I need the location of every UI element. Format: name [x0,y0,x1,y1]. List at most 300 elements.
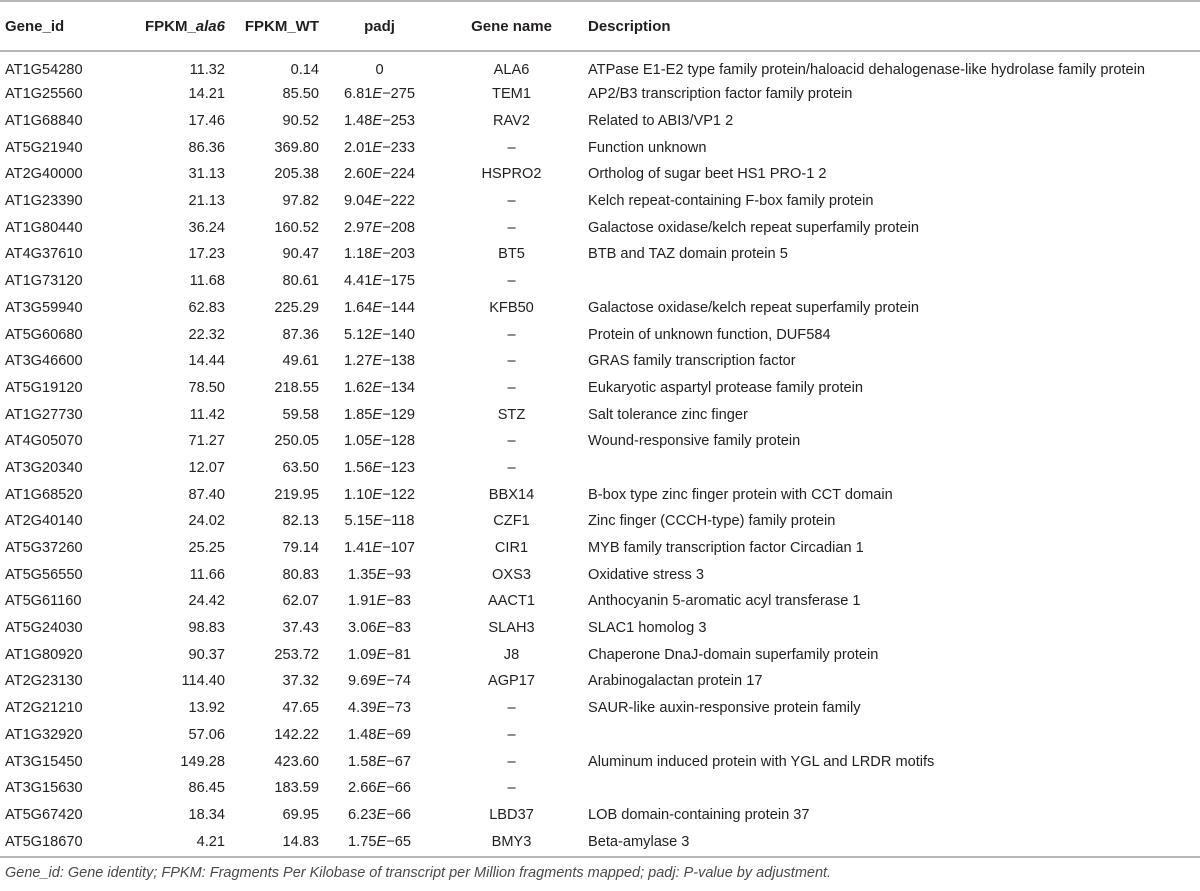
cell-gene-name: BT5 [498,246,525,263]
cell-description [583,455,1200,482]
padj-exponent: −134 [382,379,415,396]
cell-description: Wound-responsive family protein [588,433,801,450]
cell-fpkm-ala6: 14.21 [188,86,225,103]
cell-padj [319,508,440,535]
cell-description: Beta-amylase 3 [583,828,1200,857]
cell-fpkm-ala6: 11.32 [189,61,225,78]
header-fpkm-ala6 [110,1,225,51]
cell-fpkm-wt: 142.22 [274,726,319,743]
table-row [0,214,1200,241]
header-fpkm-wt: FPKM_WT [225,1,319,51]
cell-description: BTB and TAZ domain protein 5 [588,246,788,263]
cell-fpkm-ala6: 11.66 [189,566,225,583]
padj-exponent: −233 [382,139,415,156]
padj-exponent: −73 [386,700,411,717]
header-description: Description [583,1,1200,51]
cell-fpkm-ala6: 36.24 [188,219,225,236]
padj-exponent: −74 [386,673,411,690]
padj-e-symbol: E [372,299,383,316]
cell-gene-name: – [507,459,516,476]
cell-padj [319,722,440,749]
cell-description: Function unknown [588,139,707,156]
cell-padj [319,348,440,375]
table-header [0,1,1200,51]
padj-mantissa: 1.56 [343,459,373,476]
padj-e-symbol: E [372,246,383,263]
padj-exponent: −118 [382,513,415,530]
cell-fpkm-ala6: 21.13 [188,193,225,210]
cell-fpkm-ala6: 11.68 [189,273,225,290]
cell-gene-id: AT5G61160 [5,593,82,610]
cell-padj [319,268,440,295]
cell-padj [319,455,440,482]
cell-padj [319,428,440,455]
padj-mantissa: 0 [375,61,384,78]
cell-gene-id: AT2G40000 [5,166,83,183]
cell-padj [319,481,440,508]
cell-fpkm-ala6: 17.23 [188,246,225,263]
cell-description [583,268,1200,295]
table-row [0,775,1200,802]
padj-e-symbol: E [376,673,387,690]
padj-e-symbol: E [376,806,387,823]
cell-gene-name: STZ [497,406,526,423]
cell-fpkm-wt: 369.80 [274,139,319,156]
padj-mantissa: 1.75 [348,834,377,851]
padj-exponent: −144 [382,299,415,316]
cell-fpkm-wt: 37.32 [282,673,319,690]
cell-description: SLAC1 homolog 3 [588,620,707,637]
header-fpkm-ala6-prefix: FPKM_ [144,17,196,35]
padj-exponent: −140 [382,326,415,343]
padj-e-symbol: E [376,620,387,637]
padj-exponent: −275 [382,86,415,103]
cell-gene-name: BMY3 [440,828,583,857]
cell-fpkm-wt: 37.43 [282,620,319,637]
cell-description: Oxidative stress 3 [588,566,704,583]
cell-fpkm-ala6: 86.45 [188,780,225,797]
padj-exponent: −122 [382,486,415,503]
cell-padj [319,81,440,108]
cell-fpkm-wt: 62.07 [282,593,319,610]
cell-gene-id: AT5G21940 [5,139,83,156]
cell-gene-name: J8 [503,646,520,663]
padj-mantissa: 1.48 [348,726,377,743]
cell-fpkm-wt: 49.61 [282,353,319,370]
cell-fpkm-ala6: 114.40 [181,673,225,690]
cell-gene-name: – [507,219,516,236]
cell-gene-name: – [507,353,516,370]
table-footnote: Gene_id: Gene identity; FPKM: Fragments Per Kilobase of transcript per Million fragments mapped; padj: P-value by adjustment. [5,865,832,881]
padj-e-symbol: E [372,433,383,450]
cell-gene-name: AACT1 [487,593,536,610]
cell-fpkm-wt: 69.95 [282,806,319,823]
cell-padj [319,561,440,588]
table-row [0,295,1200,322]
padj-e-symbol: E [372,486,383,503]
cell-gene-id: AT5G19120 [5,379,83,396]
padj-mantissa: 3.06 [348,620,377,637]
padj-mantissa: 1.27 [343,353,373,370]
cell-fpkm-ala6: 31.13 [188,166,225,183]
cell-gene-name: – [507,726,516,743]
cell-description: Zinc finger (CCCH-type) family protein [588,513,836,530]
cell-fpkm-wt: 14.83 [225,828,319,857]
cell-gene-id: AT3G46600 [5,353,83,370]
padj-e-symbol: E [372,379,383,396]
cell-gene-name: BBX14 [488,486,535,503]
cell-fpkm-ala6: 149.28 [180,753,225,770]
padj-e-symbol: E [372,166,383,183]
padj-e-symbol: E [372,540,383,557]
padj-e-symbol: E [372,459,383,476]
cell-description: ATPase E1-E2 type family protein/haloacid dehalogenase-like hydrolase family protein [588,61,1146,78]
padj-exponent: −175 [382,273,415,290]
cell-fpkm-wt: 90.52 [282,113,319,130]
cell-gene-name: – [507,193,516,210]
padj-mantissa: 2.66 [348,780,377,797]
cell-padj [319,188,440,215]
padj-exponent: −224 [382,166,415,183]
cell-fpkm-wt: 80.83 [282,566,319,583]
cell-description: Related to ABI3/VP1 2 [588,113,734,130]
table-row [0,375,1200,402]
cell-fpkm-wt: 63.50 [282,459,319,476]
cell-gene-id: AT2G23130 [5,673,83,690]
cell-gene-id: AT5G37260 [5,540,83,557]
cell-gene-id: AT3G20340 [5,459,83,476]
cell-gene-name: – [507,379,516,396]
table-row [0,668,1200,695]
padj-mantissa: 1.09 [348,646,377,663]
cell-fpkm-ala6: 71.27 [188,433,225,450]
table-row [0,748,1200,775]
padj-mantissa: 1.64 [343,299,373,316]
padj-mantissa: 1.62 [343,379,373,396]
cell-padj [319,615,440,642]
cell-fpkm-ala6: 57.06 [188,726,225,743]
cell-padj [319,641,440,668]
cell-description: Kelch repeat-containing F-box family protein [588,193,874,210]
cell-description: AP2/B3 transcription factor family protein [588,86,853,103]
cell-gene-name: RAV2 [492,113,531,130]
cell-fpkm-ala6: 18.34 [188,806,225,823]
table-row [0,161,1200,188]
cell-fpkm-ala6: 14.44 [188,353,225,370]
cell-description: Ortholog of sugar beet HS1 PRO-1 2 [588,166,827,183]
padj-e-symbol: E [372,219,383,236]
table-row [0,268,1200,295]
table-row [0,81,1200,108]
cell-gene-id: AT1G32920 [5,726,83,743]
cell-gene-id: AT3G59940 [5,299,83,316]
header-gene-name: Gene name [440,1,583,51]
cell-fpkm-ala6: 25.25 [188,540,225,557]
padj-exponent: −123 [382,459,415,476]
padj-e-symbol: E [372,353,383,370]
cell-fpkm-ala6: 12.07 [188,459,225,476]
cell-description: Salt tolerance zinc finger [588,406,748,423]
padj-mantissa: 4.41 [343,273,373,290]
cell-gene-id: AT1G27730 [5,406,83,423]
padj-e-symbol: E [372,273,383,290]
cell-gene-name: HSPRO2 [481,166,542,183]
cell-fpkm-wt: 97.82 [282,193,319,210]
cell-fpkm-ala6: 87.40 [188,486,225,503]
cell-padj [319,828,440,857]
cell-gene-id: AT2G21210 [5,700,83,717]
cell-fpkm-wt: 218.55 [274,379,319,396]
cell-padj [319,214,440,241]
cell-gene-id: AT1G68840 [5,113,83,130]
cell-fpkm-wt: 47.65 [282,700,319,717]
cell-description: Arabinogalactan protein 17 [588,673,763,690]
padj-exponent: −128 [382,433,415,450]
cell-gene-id: AT1G23390 [5,193,83,210]
table-row [0,588,1200,615]
cell-padj [319,748,440,775]
cell-description: SAUR-like auxin-responsive protein family [588,700,861,717]
padj-exponent: −107 [382,540,415,557]
header-padj: padj [319,1,440,51]
cell-gene-id: AT1G54280 [5,61,83,78]
table-row [0,535,1200,562]
cell-gene-id: AT4G05070 [5,433,83,450]
padj-mantissa: 9.69 [348,673,377,690]
table-row [0,695,1200,722]
table-row [0,241,1200,268]
cell-gene-name: KFB50 [489,299,534,316]
padj-mantissa: 1.18 [343,246,373,263]
padj-e-symbol: E [372,86,383,103]
table-row [0,615,1200,642]
padj-exponent: −93 [386,566,411,583]
padj-mantissa: 1.85 [343,406,373,423]
cell-fpkm-ala6: 17.46 [188,113,225,130]
table-body [0,51,1200,857]
cell-description: MYB family transcription factor Circadian 1 [588,540,864,557]
cell-padj [319,321,440,348]
padj-e-symbol: E [372,326,383,343]
padj-mantissa: 4.39 [348,700,377,717]
table-row [0,401,1200,428]
header-fpkm-ala6-italic: ala6 [195,17,225,35]
cell-gene-id: AT1G68520 [5,486,83,503]
padj-exponent: −65 [386,834,411,851]
cell-fpkm-ala6: 11.42 [189,406,225,423]
cell-fpkm-wt: 59.58 [282,406,319,423]
cell-description: B-box type zinc finger protein with CCT domain [588,486,893,503]
cell-description: Anthocyanin 5-aromatic acyl transferase 1 [588,593,861,610]
padj-mantissa: 2.01 [343,139,373,156]
cell-gene-name: CIR1 [494,540,529,557]
table-row [0,455,1200,482]
padj-mantissa: 6.81 [343,86,373,103]
table-row [0,722,1200,749]
cell-padj [319,241,440,268]
cell-gene-name: SLAH3 [488,620,535,637]
cell-description: GRAS family transcription factor [588,353,796,370]
cell-fpkm-wt: 85.50 [282,86,319,103]
cell-description: LOB domain-containing protein 37 [588,806,810,823]
cell-fpkm-ala6: 78.50 [188,379,225,396]
cell-gene-name: – [507,273,516,290]
cell-gene-name: – [507,700,516,717]
cell-padj [319,535,440,562]
table-row [0,188,1200,215]
padj-exponent: −83 [386,620,411,637]
header-gene-id: Gene_id [0,1,110,51]
cell-fpkm-wt: 225.29 [274,299,319,316]
cell-gene-name: AGP17 [487,673,536,690]
padj-e-symbol: E [376,593,387,610]
padj-exponent: −67 [386,753,411,770]
padj-exponent: −253 [382,113,415,130]
table-row [0,641,1200,668]
padj-e-symbol: E [376,726,387,743]
cell-fpkm-wt: 79.14 [282,540,319,557]
padj-mantissa: 1.05 [343,433,373,450]
cell-fpkm-wt: 219.95 [274,486,319,503]
padj-mantissa: 1.35 [348,566,377,583]
cell-gene-name: TEM1 [492,86,531,103]
cell-gene-id: AT2G40140 [5,513,83,530]
padj-e-symbol: E [372,406,383,423]
cell-gene-name: CZF1 [493,513,530,530]
cell-gene-id: AT3G15450 [5,753,83,770]
cell-fpkm-ala6: 90.37 [188,646,225,663]
padj-e-symbol: E [376,834,387,851]
table-row [0,828,1200,857]
padj-e-symbol: E [376,700,387,717]
cell-gene-id: AT5G18670 [0,828,110,857]
cell-gene-id: AT1G80440 [5,219,83,236]
padj-e-symbol: E [376,646,387,663]
table-row [0,321,1200,348]
cell-gene-id: AT5G24030 [5,620,83,637]
table-row [0,561,1200,588]
cell-description: Chaperone DnaJ-domain superfamily protein [588,646,879,663]
padj-e-symbol: E [372,513,383,530]
padj-mantissa: 1.91 [348,593,377,610]
cell-fpkm-wt: 250.05 [274,433,319,450]
cell-padj [319,375,440,402]
cell-gene-id: AT1G73120 [5,273,83,290]
cell-fpkm-wt: 253.72 [274,646,319,663]
cell-gene-name: ALA6 [493,61,530,78]
cell-fpkm-wt: 82.13 [282,513,319,530]
cell-padj [319,108,440,135]
padj-exponent: −203 [382,246,415,263]
padj-exponent: −66 [386,780,411,797]
padj-e-symbol: E [372,193,383,210]
cell-padj [319,295,440,322]
padj-mantissa: 5.12 [343,326,373,343]
cell-padj [319,668,440,695]
padj-e-symbol: E [376,566,387,583]
cell-fpkm-ala6: 22.32 [188,326,225,343]
padj-e-symbol: E [376,753,387,770]
cell-gene-name: – [507,139,516,156]
header-row [0,1,1200,51]
cell-gene-name: – [507,433,516,450]
padj-e-symbol: E [376,780,387,797]
padj-exponent: −222 [382,193,415,210]
padj-exponent: −208 [382,219,415,236]
table-row [0,802,1200,829]
cell-gene-name: LBD37 [489,806,534,823]
cell-fpkm-wt: 205.38 [274,166,319,183]
padj-exponent: −129 [382,406,415,423]
cell-description: Galactose oxidase/kelch repeat superfamily protein [588,299,919,316]
padj-mantissa: 5.15 [344,513,373,530]
padj-e-symbol: E [372,139,383,156]
padj-mantissa: 6.23 [348,806,377,823]
cell-gene-name: – [507,326,516,343]
table-row [0,428,1200,455]
cell-fpkm-wt: 87.36 [282,326,319,343]
padj-exponent: −138 [382,353,415,370]
cell-gene-id: AT4G37610 [5,246,83,263]
cell-description: Galactose oxidase/kelch repeat superfamily protein [588,219,919,236]
table-row [0,481,1200,508]
padj-mantissa: 1.48 [343,113,373,130]
cell-fpkm-wt: 90.47 [282,246,319,263]
padj-mantissa: 2.97 [343,219,373,236]
padj-e-symbol: E [372,113,383,130]
cell-gene-id: AT5G56550 [5,566,83,583]
cell-gene-name: – [507,780,516,797]
cell-fpkm-wt: 423.60 [274,753,319,770]
cell-description: Aluminum induced protein with YGL and LRDR motifs [588,753,935,770]
cell-fpkm-ala6: 4.21 [110,828,225,857]
padj-mantissa: 1.41 [343,540,373,557]
table-row [0,508,1200,535]
cell-gene-id: AT1G25560 [5,86,83,103]
cell-description: Eukaryotic aspartyl protease family protein [588,379,863,396]
padj-exponent: −69 [386,726,411,743]
cell-padj [319,161,440,188]
cell-padj [319,775,440,802]
table-row [0,348,1200,375]
cell-padj [319,134,440,161]
cell-gene-id: AT5G67420 [5,806,83,823]
cell-fpkm-wt: 160.52 [274,219,319,236]
cell-fpkm-wt: 183.59 [274,780,319,797]
cell-fpkm-wt: 80.61 [282,273,319,290]
cell-fpkm-ala6: 86.36 [188,139,225,156]
padj-mantissa: 2.60 [343,166,373,183]
cell-fpkm-ala6: 24.42 [188,593,225,610]
cell-padj [319,802,440,829]
cell-gene-name: OXS3 [492,566,531,583]
padj-mantissa: 1.58 [348,753,377,770]
cell-fpkm-wt: 0.14 [290,61,319,78]
cell-padj [319,588,440,615]
cell-padj [319,695,440,722]
cell-padj [319,401,440,428]
cell-description: Protein of unknown function, DUF584 [588,326,831,343]
cell-fpkm-ala6: 24.02 [188,513,225,530]
cell-description [583,775,1200,802]
cell-fpkm-ala6: 13.92 [188,700,225,717]
table-row [0,134,1200,161]
table-row [0,51,1200,81]
cell-padj [319,51,440,81]
cell-description [583,722,1200,749]
cell-gene-id: AT5G60680 [5,326,83,343]
cell-fpkm-ala6: 62.83 [188,299,225,316]
